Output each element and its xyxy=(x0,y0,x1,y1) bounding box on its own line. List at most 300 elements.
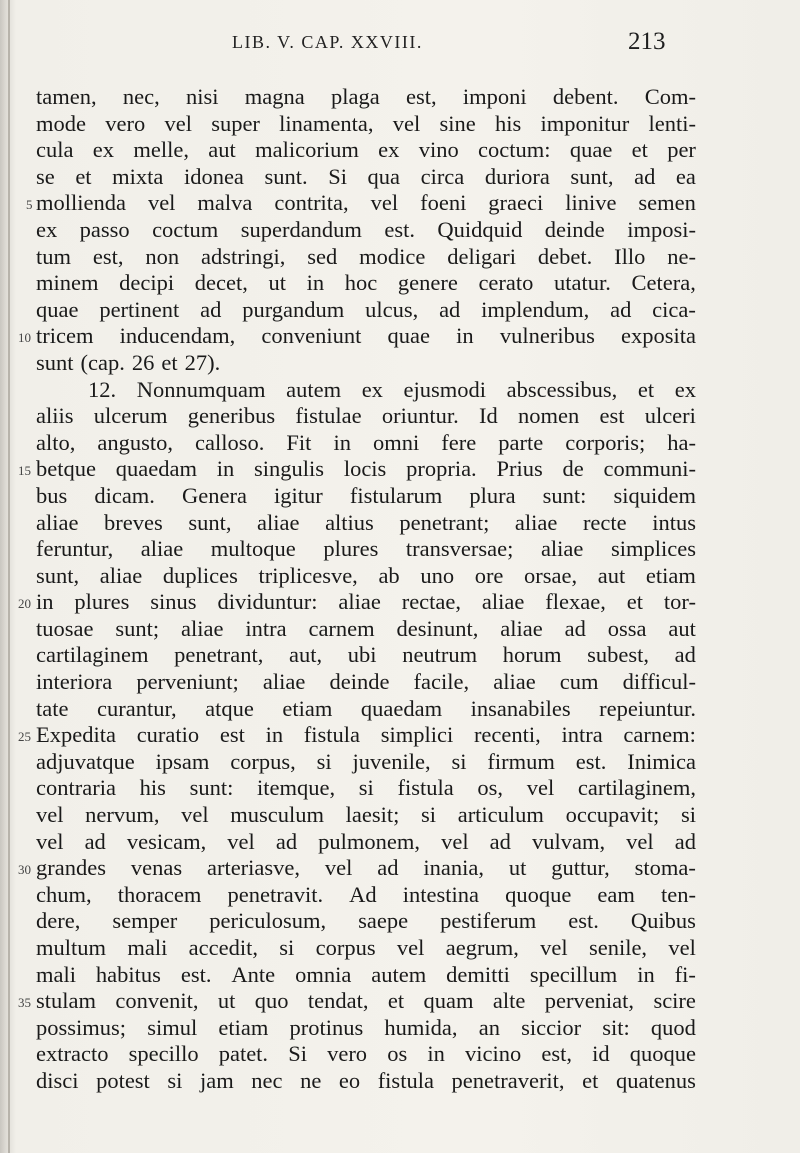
word: plura xyxy=(469,482,516,508)
word: intra xyxy=(561,722,603,748)
word: aut xyxy=(668,615,696,641)
word: aliae xyxy=(257,509,300,535)
word: tamen, xyxy=(36,84,97,109)
word: in xyxy=(456,323,474,349)
word: intestina xyxy=(402,881,479,907)
word: duriora xyxy=(484,163,550,189)
word: magna xyxy=(244,84,305,109)
word: cerato xyxy=(478,270,534,296)
word: si xyxy=(167,1067,183,1093)
word: Id xyxy=(478,403,498,429)
word: multoque xyxy=(210,536,296,562)
word: vel xyxy=(164,110,192,136)
word: hoc xyxy=(344,270,378,296)
word: autem xyxy=(371,961,427,987)
word: parte xyxy=(498,429,544,455)
text-line xyxy=(36,829,696,856)
word: stoma- xyxy=(634,855,696,881)
word: subest, xyxy=(587,642,650,668)
word: recenti, xyxy=(473,722,541,748)
text-line xyxy=(36,430,696,457)
word: singulis xyxy=(254,456,325,482)
word: abscessibus, xyxy=(506,376,618,402)
word: desinunt, xyxy=(396,615,479,641)
word: scire xyxy=(653,988,696,1014)
word: est xyxy=(219,722,245,748)
word: mollienda xyxy=(36,190,126,216)
word: tendat, xyxy=(307,988,369,1014)
word: tate xyxy=(36,695,69,721)
word: corporis; xyxy=(565,429,646,455)
word: curatio xyxy=(136,722,200,748)
word: ad xyxy=(377,855,399,881)
word: si xyxy=(451,748,467,774)
word: aliae xyxy=(140,536,184,562)
word: neutrum xyxy=(402,642,478,668)
text-line xyxy=(36,988,696,1015)
word: fistula xyxy=(397,775,454,801)
word: ad xyxy=(200,296,222,322)
word: aliae xyxy=(262,669,306,695)
text-line xyxy=(36,882,696,909)
word: aliae xyxy=(514,509,558,535)
word: ut xyxy=(268,270,286,296)
word: ad xyxy=(275,828,298,854)
word: si xyxy=(680,802,696,828)
word: cula xyxy=(36,137,74,163)
word: est. xyxy=(180,961,212,987)
word: vel xyxy=(441,828,469,854)
word: Inimica xyxy=(627,748,696,774)
word: ossa xyxy=(607,615,647,641)
word: convenit, xyxy=(115,988,199,1014)
word: aut, xyxy=(289,642,323,668)
word: graeci xyxy=(488,190,544,216)
word: curantur, xyxy=(96,695,177,721)
word: qua xyxy=(367,163,401,189)
word: vulneribus xyxy=(499,323,595,349)
text-line xyxy=(36,616,696,643)
word: fistulae xyxy=(295,403,362,429)
word: quaedam xyxy=(115,456,197,482)
word: ad xyxy=(634,163,656,189)
word: quoque xyxy=(629,1041,696,1067)
word: grandes xyxy=(36,855,106,881)
word: tricem xyxy=(36,323,94,349)
text-line xyxy=(36,669,696,696)
text-line xyxy=(36,962,696,989)
word: siccior xyxy=(521,1014,582,1040)
text-line xyxy=(36,775,696,802)
word: triplicesve, xyxy=(258,562,358,588)
word: alto, xyxy=(36,429,76,455)
text-line xyxy=(36,270,696,297)
word: Si xyxy=(288,1041,307,1067)
word: ut xyxy=(508,855,527,881)
word: linamenta, xyxy=(279,110,374,136)
text-line xyxy=(36,563,696,590)
word: simul xyxy=(147,1014,198,1040)
word: sunt; xyxy=(115,615,160,641)
margin-line-number: 20 xyxy=(18,596,31,612)
word: locis xyxy=(343,456,387,482)
word: decipi xyxy=(119,270,175,296)
word: 26 xyxy=(131,349,155,375)
word: malicorium xyxy=(255,137,359,163)
word: omnia xyxy=(295,961,352,987)
word: jam xyxy=(199,1067,234,1093)
word: etiam xyxy=(645,562,696,588)
text-line xyxy=(36,642,696,669)
word: his xyxy=(494,110,522,136)
word: sunt. xyxy=(264,163,308,189)
word: Com- xyxy=(644,84,696,109)
word: aliae xyxy=(500,615,543,641)
word: idonea xyxy=(183,163,244,189)
word: debent. xyxy=(552,84,619,109)
word: Illo xyxy=(614,243,646,269)
word: autem xyxy=(286,376,342,402)
word: sunt: xyxy=(542,482,587,508)
word: quae xyxy=(569,137,613,163)
word: quoque xyxy=(505,881,572,907)
word: de xyxy=(562,456,584,482)
text-line xyxy=(36,749,696,776)
word: Si xyxy=(328,163,347,189)
word: utatur. xyxy=(554,270,611,296)
word: est, xyxy=(405,84,437,109)
word: Fit xyxy=(286,429,312,455)
word: imposi- xyxy=(627,216,696,242)
word: ex xyxy=(378,137,400,163)
word: ex xyxy=(361,376,383,402)
word: cum xyxy=(559,669,599,695)
word: imponitur xyxy=(540,110,630,136)
word: vulvam, xyxy=(531,828,606,854)
word: in xyxy=(265,722,284,748)
word: mali xyxy=(36,961,76,987)
word: adstringi, xyxy=(201,243,286,269)
word: intra xyxy=(245,615,287,641)
word: sunt, xyxy=(36,562,80,588)
text-line xyxy=(36,1068,696,1095)
word: vel xyxy=(526,775,555,801)
word: siquidem xyxy=(613,482,696,508)
word: semen xyxy=(638,190,696,216)
word: adjuvatque xyxy=(36,748,135,774)
word: et xyxy=(582,1067,599,1093)
word: articulum xyxy=(457,802,544,828)
word: aliae xyxy=(481,589,525,615)
word: patet. xyxy=(218,1041,269,1067)
text-line xyxy=(36,137,696,164)
word: recte xyxy=(582,509,627,535)
running-head xyxy=(0,28,800,58)
word: ten- xyxy=(660,881,696,907)
word: vel xyxy=(396,935,425,960)
word: vel xyxy=(540,935,568,960)
word: super xyxy=(211,110,260,136)
word: si xyxy=(279,935,295,960)
word: in xyxy=(637,961,655,987)
word: contraria xyxy=(36,775,116,801)
word: senile, xyxy=(588,935,648,960)
word: aegrum, xyxy=(445,935,519,960)
word: carnem: xyxy=(623,722,696,748)
word: nisi xyxy=(185,84,219,109)
word: si xyxy=(316,748,332,774)
word: sine xyxy=(439,110,476,136)
word: firmum xyxy=(487,748,555,774)
text-line xyxy=(36,510,696,537)
word: vel xyxy=(147,190,176,216)
word: carnem xyxy=(308,615,375,641)
word: juvenile, xyxy=(352,748,431,774)
word: sed xyxy=(307,243,338,269)
word: vicino xyxy=(464,1041,522,1067)
word: contrita, xyxy=(274,190,349,216)
word: thoracem xyxy=(117,881,202,907)
word: ubi xyxy=(347,642,377,668)
word: melle, xyxy=(133,137,189,163)
word: laesit; xyxy=(345,802,400,828)
word: et xyxy=(387,988,405,1014)
word: periculosum, xyxy=(209,908,327,934)
word: Quidquid xyxy=(437,216,523,242)
word: ea xyxy=(675,163,696,189)
word: mixta xyxy=(112,163,164,189)
word: passo xyxy=(79,216,130,242)
word: omni xyxy=(372,429,420,455)
word: eo xyxy=(338,1067,361,1093)
word: sunt, xyxy=(570,163,614,189)
word: se xyxy=(36,163,55,189)
word: Ad xyxy=(349,881,377,907)
word: penetravit. xyxy=(227,881,324,907)
word: linive xyxy=(565,190,617,216)
word: in xyxy=(216,456,235,482)
text-line xyxy=(36,377,696,404)
word: inania, xyxy=(423,855,485,881)
text-line xyxy=(36,1041,696,1068)
word: ejusmodi xyxy=(403,376,487,402)
word: accedit, xyxy=(188,935,258,960)
word: mode xyxy=(36,110,86,136)
word: tor- xyxy=(663,589,696,615)
word: multum xyxy=(36,935,107,960)
word: nomen xyxy=(517,403,580,429)
word: bus xyxy=(36,482,68,508)
word: simplices xyxy=(610,536,696,562)
word: quod xyxy=(650,1014,696,1040)
running-title: LIB. V. CAP. XXVIII. xyxy=(232,32,423,52)
word: quaedam xyxy=(360,695,443,721)
word: pestiferum xyxy=(440,908,537,934)
word: itemque, xyxy=(257,775,336,801)
word: in xyxy=(427,1041,445,1067)
word: dividuntur: xyxy=(217,589,318,615)
word: nec xyxy=(251,1067,283,1093)
text-line xyxy=(36,908,696,935)
word: insanabiles xyxy=(470,695,571,721)
word: fistularum xyxy=(349,482,443,508)
word: his xyxy=(139,775,166,801)
word: ad xyxy=(674,828,696,854)
word: mali xyxy=(127,935,168,960)
word: conveniunt xyxy=(261,323,362,349)
word: quam xyxy=(423,988,474,1014)
text-line xyxy=(36,164,696,191)
word: vel xyxy=(36,828,64,854)
margin-line-number: 35 xyxy=(18,995,31,1011)
word: est. xyxy=(384,216,415,242)
word: os, xyxy=(477,775,504,801)
word: ad xyxy=(439,296,461,322)
word: aliae xyxy=(338,589,381,615)
text-line xyxy=(36,589,696,616)
word: betque xyxy=(36,456,96,482)
word: in xyxy=(333,429,351,455)
word: cica- xyxy=(652,296,696,322)
word: venas xyxy=(130,855,183,881)
word: fistula xyxy=(377,1067,434,1093)
word: ne xyxy=(300,1067,322,1093)
word: sunt, xyxy=(188,509,232,535)
word: malva xyxy=(197,190,253,216)
word: ad xyxy=(610,296,632,322)
word: ulceri xyxy=(644,403,696,429)
word: ad xyxy=(489,828,511,854)
word: est xyxy=(599,403,625,429)
word: vel xyxy=(36,802,64,828)
word: etiam xyxy=(218,1014,269,1040)
word: fere xyxy=(441,429,477,455)
word: Quibus xyxy=(630,908,696,934)
word: vero xyxy=(105,110,146,136)
word: aliae xyxy=(36,509,79,535)
word: ad xyxy=(674,642,696,668)
word: an xyxy=(478,1014,500,1040)
word: et xyxy=(637,376,655,402)
word: alte xyxy=(492,988,526,1014)
word: vel xyxy=(626,828,654,854)
word: flexae, xyxy=(545,589,606,615)
text-line xyxy=(36,217,696,244)
word: vel xyxy=(392,110,421,136)
word: aliae xyxy=(493,669,536,695)
word: ore xyxy=(474,562,504,588)
word: minem xyxy=(36,270,99,296)
word: sunt xyxy=(36,349,74,375)
word: vero xyxy=(327,1041,368,1067)
word: in xyxy=(306,270,325,296)
page-number: 213 xyxy=(628,28,666,55)
word: vino xyxy=(418,137,459,163)
word: humida, xyxy=(384,1014,458,1040)
word: circa xyxy=(420,163,465,189)
word: dere, xyxy=(36,908,81,934)
word: rectae, xyxy=(401,589,462,615)
word: ulcus, xyxy=(365,296,419,322)
word: propria. xyxy=(406,456,477,482)
word: vesicam, xyxy=(126,828,207,854)
word: deligari xyxy=(447,243,516,269)
word: vel xyxy=(227,828,255,854)
word: aut xyxy=(597,562,626,588)
text-line xyxy=(36,297,696,324)
word: possimus; xyxy=(36,1014,127,1040)
margin-line-number: 30 xyxy=(18,862,31,878)
page-gutter-shadow xyxy=(8,0,10,1153)
word: arteriasve, xyxy=(206,855,301,881)
word: calloso. xyxy=(195,429,265,455)
word: altius xyxy=(325,509,374,535)
word: foeni xyxy=(420,190,467,216)
word: sinus xyxy=(150,589,197,615)
margin-line-number: 5 xyxy=(26,197,33,213)
word: musculum xyxy=(230,802,325,828)
word: plures xyxy=(323,536,379,562)
word: orsae, xyxy=(524,562,578,588)
text-line xyxy=(36,1015,696,1042)
word: penetrant, xyxy=(174,642,264,668)
margin-line-number: 25 xyxy=(18,729,31,745)
word: non xyxy=(145,243,180,269)
word: Ante xyxy=(231,961,276,987)
word: coctum: xyxy=(478,137,551,163)
word: ad xyxy=(564,615,586,641)
word: corpus, xyxy=(230,748,296,774)
word: ex xyxy=(92,137,115,163)
word: vel xyxy=(324,855,353,881)
word: ut xyxy=(217,988,236,1014)
word: tum xyxy=(36,243,72,269)
word: ha- xyxy=(667,429,696,455)
word: Cetera, xyxy=(631,270,696,296)
word: fi- xyxy=(674,961,696,987)
word: id xyxy=(592,1041,610,1067)
word: ad xyxy=(84,828,106,854)
word: chum, xyxy=(36,881,92,907)
word: lenti- xyxy=(648,110,696,136)
word: ex xyxy=(36,216,58,242)
word: coctum xyxy=(152,216,219,242)
text-line xyxy=(36,323,696,350)
word: est. xyxy=(568,908,599,934)
word: inducendam, xyxy=(119,323,236,349)
text-line xyxy=(36,456,696,483)
word: facile, xyxy=(413,669,470,695)
word: exposita xyxy=(621,323,696,349)
word: cartilaginem xyxy=(36,642,149,668)
text-line xyxy=(36,403,696,430)
word: Expedita xyxy=(36,722,116,748)
word: aliis xyxy=(36,403,74,429)
word: cartilaginem, xyxy=(577,775,696,801)
word: implendum, xyxy=(481,296,590,322)
word: superdandum xyxy=(240,216,362,242)
text-line xyxy=(36,696,696,723)
word: et xyxy=(626,589,644,615)
word: ab xyxy=(378,562,400,588)
word: ne- xyxy=(667,243,696,269)
text-line xyxy=(36,935,696,962)
word: est. xyxy=(575,748,607,774)
word: feruntur, xyxy=(36,536,114,562)
word: ulcerum xyxy=(93,403,168,429)
text-line xyxy=(36,244,696,271)
word: perveniunt; xyxy=(136,669,239,695)
